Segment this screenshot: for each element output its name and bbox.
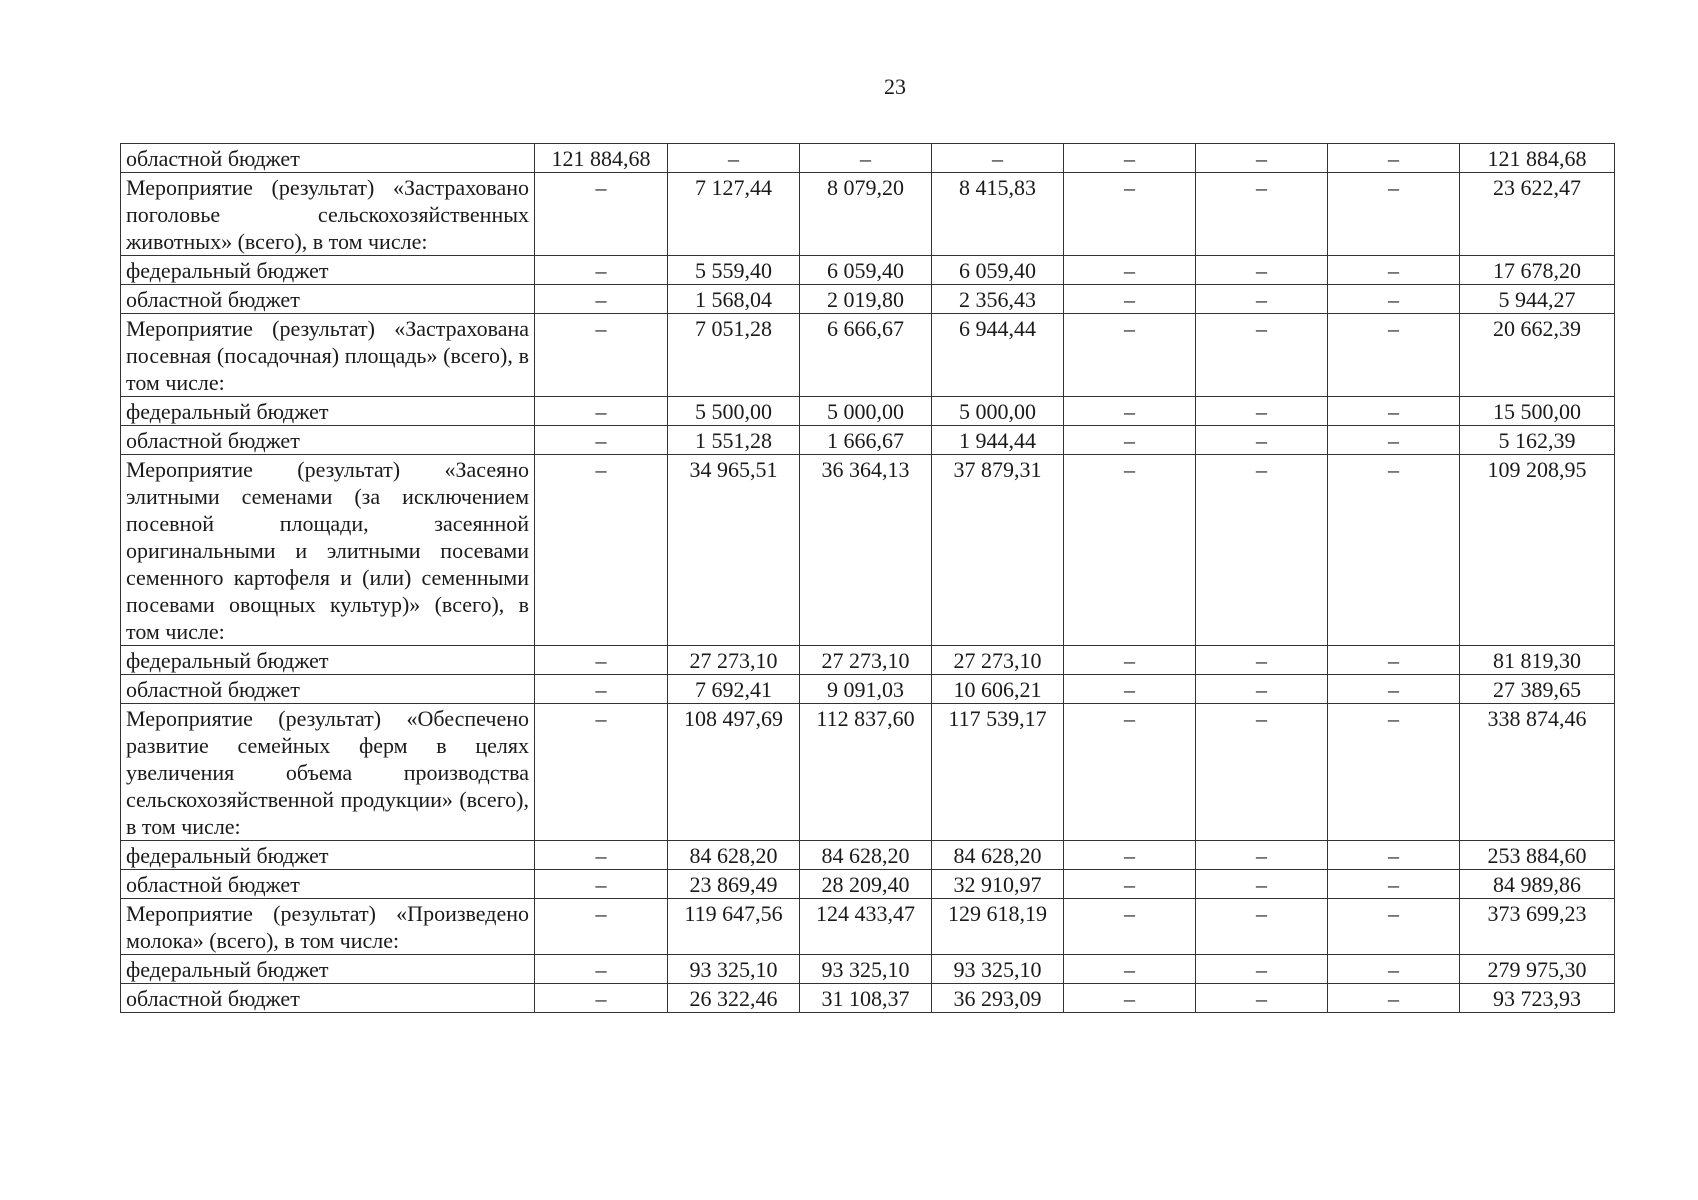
cell-value: –	[1064, 173, 1196, 256]
page-number: 23	[884, 74, 906, 99]
cell-value: 27 273,10	[800, 646, 932, 675]
cell-value: –	[1196, 870, 1328, 899]
row-label: федеральный бюджет	[121, 646, 535, 675]
row-label: областной бюджет	[121, 984, 535, 1013]
cell-value: 112 837,60	[800, 704, 932, 841]
cell-value: –	[1328, 841, 1460, 870]
cell-value: 2 356,43	[932, 285, 1064, 314]
cell-value: –	[1196, 455, 1328, 646]
cell-value: –	[1064, 285, 1196, 314]
cell-value: –	[1328, 314, 1460, 397]
cell-value: 129 618,19	[932, 899, 1064, 955]
cell-value: 7 692,41	[668, 675, 800, 704]
cell-value: 8 079,20	[800, 173, 932, 256]
budget-table	[120, 143, 1615, 1013]
cell-value: –	[1064, 256, 1196, 285]
row-label: Мероприятие (результат) «Обеспечено развитие семейных ферм в целях увеличения объема производства сельскохозяйственной продукции» (всего), в том числе:	[121, 704, 535, 841]
cell-value: –	[1328, 144, 1460, 173]
cell-value: –	[1196, 704, 1328, 841]
cell-value: 28 209,40	[800, 870, 932, 899]
cell-total: 5 944,27	[1460, 285, 1615, 314]
cell-value: –	[800, 144, 932, 173]
cell-value: –	[535, 455, 668, 646]
cell-value: 108 497,69	[668, 704, 800, 841]
cell-value: –	[932, 144, 1064, 173]
cell-value: –	[1328, 675, 1460, 704]
cell-value: –	[1328, 899, 1460, 955]
cell-value: –	[668, 144, 800, 173]
cell-value: 27 273,10	[668, 646, 800, 675]
cell-value: –	[535, 899, 668, 955]
table-row	[121, 455, 1615, 646]
cell-value: 37 879,31	[932, 455, 1064, 646]
row-label: областной бюджет	[121, 144, 535, 173]
table-row	[121, 675, 1615, 704]
cell-value: –	[1064, 984, 1196, 1013]
cell-value: –	[535, 984, 668, 1013]
cell-value: –	[535, 426, 668, 455]
cell-value: –	[1196, 646, 1328, 675]
cell-value: 121 884,68	[535, 144, 668, 173]
table-row	[121, 841, 1615, 870]
table-row	[121, 314, 1615, 397]
cell-value: 5 559,40	[668, 256, 800, 285]
table-row	[121, 870, 1615, 899]
cell-value: 93 325,10	[668, 955, 800, 984]
cell-value: 84 628,20	[668, 841, 800, 870]
cell-value: –	[1064, 144, 1196, 173]
cell-total: 279 975,30	[1460, 955, 1615, 984]
cell-value: –	[1196, 426, 1328, 455]
cell-total: 15 500,00	[1460, 397, 1615, 426]
cell-total: 253 884,60	[1460, 841, 1615, 870]
cell-value: –	[535, 646, 668, 675]
cell-total: 27 389,65	[1460, 675, 1615, 704]
cell-value: –	[1196, 397, 1328, 426]
table-row	[121, 899, 1615, 955]
table-row	[121, 256, 1615, 285]
cell-value: 93 325,10	[800, 955, 932, 984]
row-label: Мероприятие (результат) «Застрахована посевная (посадочная) площадь» (всего), в том числе:	[121, 314, 535, 397]
cell-value: 1 568,04	[668, 285, 800, 314]
cell-value: –	[1196, 173, 1328, 256]
cell-value: –	[1196, 899, 1328, 955]
cell-value: –	[1328, 955, 1460, 984]
row-label: Мероприятие (результат) «Застраховано поголовье сельскохозяйственных животных» (всего), в том числе:	[121, 173, 535, 256]
cell-value: –	[1064, 841, 1196, 870]
cell-value: 34 965,51	[668, 455, 800, 646]
cell-value: 84 628,20	[800, 841, 932, 870]
cell-value: –	[1196, 144, 1328, 173]
cell-total: 338 874,46	[1460, 704, 1615, 841]
cell-value: –	[1064, 899, 1196, 955]
table-row	[121, 646, 1615, 675]
cell-value: –	[535, 173, 668, 256]
row-label: федеральный бюджет	[121, 397, 535, 426]
cell-value: –	[535, 675, 668, 704]
cell-total: 81 819,30	[1460, 646, 1615, 675]
cell-value: 5 000,00	[932, 397, 1064, 426]
cell-value: 1 666,67	[800, 426, 932, 455]
cell-value: 117 539,17	[932, 704, 1064, 841]
table-row	[121, 397, 1615, 426]
cell-value: 6 944,44	[932, 314, 1064, 397]
cell-value: 7 051,28	[668, 314, 800, 397]
cell-value: –	[535, 314, 668, 397]
cell-total: 121 884,68	[1460, 144, 1615, 173]
cell-value: –	[1328, 173, 1460, 256]
cell-value: 84 628,20	[932, 841, 1064, 870]
cell-value: 9 091,03	[800, 675, 932, 704]
cell-total: 84 989,86	[1460, 870, 1615, 899]
budget-table-body	[121, 144, 1615, 1013]
cell-value: –	[1196, 984, 1328, 1013]
row-label: федеральный бюджет	[121, 256, 535, 285]
cell-value: 93 325,10	[932, 955, 1064, 984]
cell-value: 31 108,37	[800, 984, 932, 1013]
cell-value: 1 551,28	[668, 426, 800, 455]
cell-total: 93 723,93	[1460, 984, 1615, 1013]
cell-value: –	[1196, 955, 1328, 984]
cell-value: –	[1328, 256, 1460, 285]
cell-value: 6 666,67	[800, 314, 932, 397]
row-label: областной бюджет	[121, 870, 535, 899]
cell-value: 26 322,46	[668, 984, 800, 1013]
row-label: федеральный бюджет	[121, 955, 535, 984]
table-row	[121, 955, 1615, 984]
cell-total: 23 622,47	[1460, 173, 1615, 256]
row-label: областной бюджет	[121, 285, 535, 314]
cell-value: –	[535, 870, 668, 899]
cell-value: –	[1328, 704, 1460, 841]
cell-value: 36 364,13	[800, 455, 932, 646]
cell-value: 5 000,00	[800, 397, 932, 426]
table-row	[121, 285, 1615, 314]
cell-value: –	[535, 955, 668, 984]
cell-value: –	[535, 704, 668, 841]
cell-total: 17 678,20	[1460, 256, 1615, 285]
cell-value: 23 869,49	[668, 870, 800, 899]
cell-value: –	[1196, 675, 1328, 704]
cell-value: –	[1328, 646, 1460, 675]
cell-value: 7 127,44	[668, 173, 800, 256]
cell-total: 373 699,23	[1460, 899, 1615, 955]
cell-value: 8 415,83	[932, 173, 1064, 256]
cell-value: –	[1064, 314, 1196, 397]
cell-value: 27 273,10	[932, 646, 1064, 675]
cell-value: –	[535, 256, 668, 285]
cell-value: 1 944,44	[932, 426, 1064, 455]
cell-value: –	[1328, 285, 1460, 314]
cell-value: –	[535, 841, 668, 870]
cell-total: 109 208,95	[1460, 455, 1615, 646]
cell-value: –	[1328, 455, 1460, 646]
cell-value: –	[1196, 285, 1328, 314]
cell-value: –	[1196, 314, 1328, 397]
cell-value: –	[1064, 870, 1196, 899]
table-row	[121, 144, 1615, 173]
cell-value: 6 059,40	[800, 256, 932, 285]
cell-value: –	[1064, 455, 1196, 646]
cell-value: –	[1328, 397, 1460, 426]
cell-value: –	[535, 397, 668, 426]
cell-value: 5 500,00	[668, 397, 800, 426]
table-row	[121, 426, 1615, 455]
cell-value: 2 019,80	[800, 285, 932, 314]
cell-value: 119 647,56	[668, 899, 800, 955]
row-label: Мероприятие (результат) «Засеяно элитными семенами (за исключением посевной площади, засеянной оригинальными и элитными посевами семенного картофеля и (или) семенными посевами овощных культур)» (всего), в том числе:	[121, 455, 535, 646]
cell-value: –	[1064, 646, 1196, 675]
cell-value: 124 433,47	[800, 899, 932, 955]
cell-value: –	[1064, 704, 1196, 841]
row-label: федеральный бюджет	[121, 841, 535, 870]
cell-value: 10 606,21	[932, 675, 1064, 704]
cell-total: 5 162,39	[1460, 426, 1615, 455]
row-label: областной бюджет	[121, 426, 535, 455]
cell-value: –	[1064, 426, 1196, 455]
cell-value: –	[1328, 984, 1460, 1013]
cell-value: –	[1328, 870, 1460, 899]
cell-value: 6 059,40	[932, 256, 1064, 285]
cell-value: –	[535, 285, 668, 314]
cell-value: –	[1196, 841, 1328, 870]
table-row	[121, 173, 1615, 256]
table-row	[121, 984, 1615, 1013]
cell-value: –	[1328, 426, 1460, 455]
cell-total: 20 662,39	[1460, 314, 1615, 397]
row-label: областной бюджет	[121, 675, 535, 704]
cell-value: –	[1064, 397, 1196, 426]
cell-value: 32 910,97	[932, 870, 1064, 899]
cell-value: –	[1064, 675, 1196, 704]
cell-value: –	[1064, 955, 1196, 984]
table-row	[121, 704, 1615, 841]
cell-value: –	[1196, 256, 1328, 285]
row-label: Мероприятие (результат) «Произведено молока» (всего), в том числе:	[121, 899, 535, 955]
cell-value: 36 293,09	[932, 984, 1064, 1013]
